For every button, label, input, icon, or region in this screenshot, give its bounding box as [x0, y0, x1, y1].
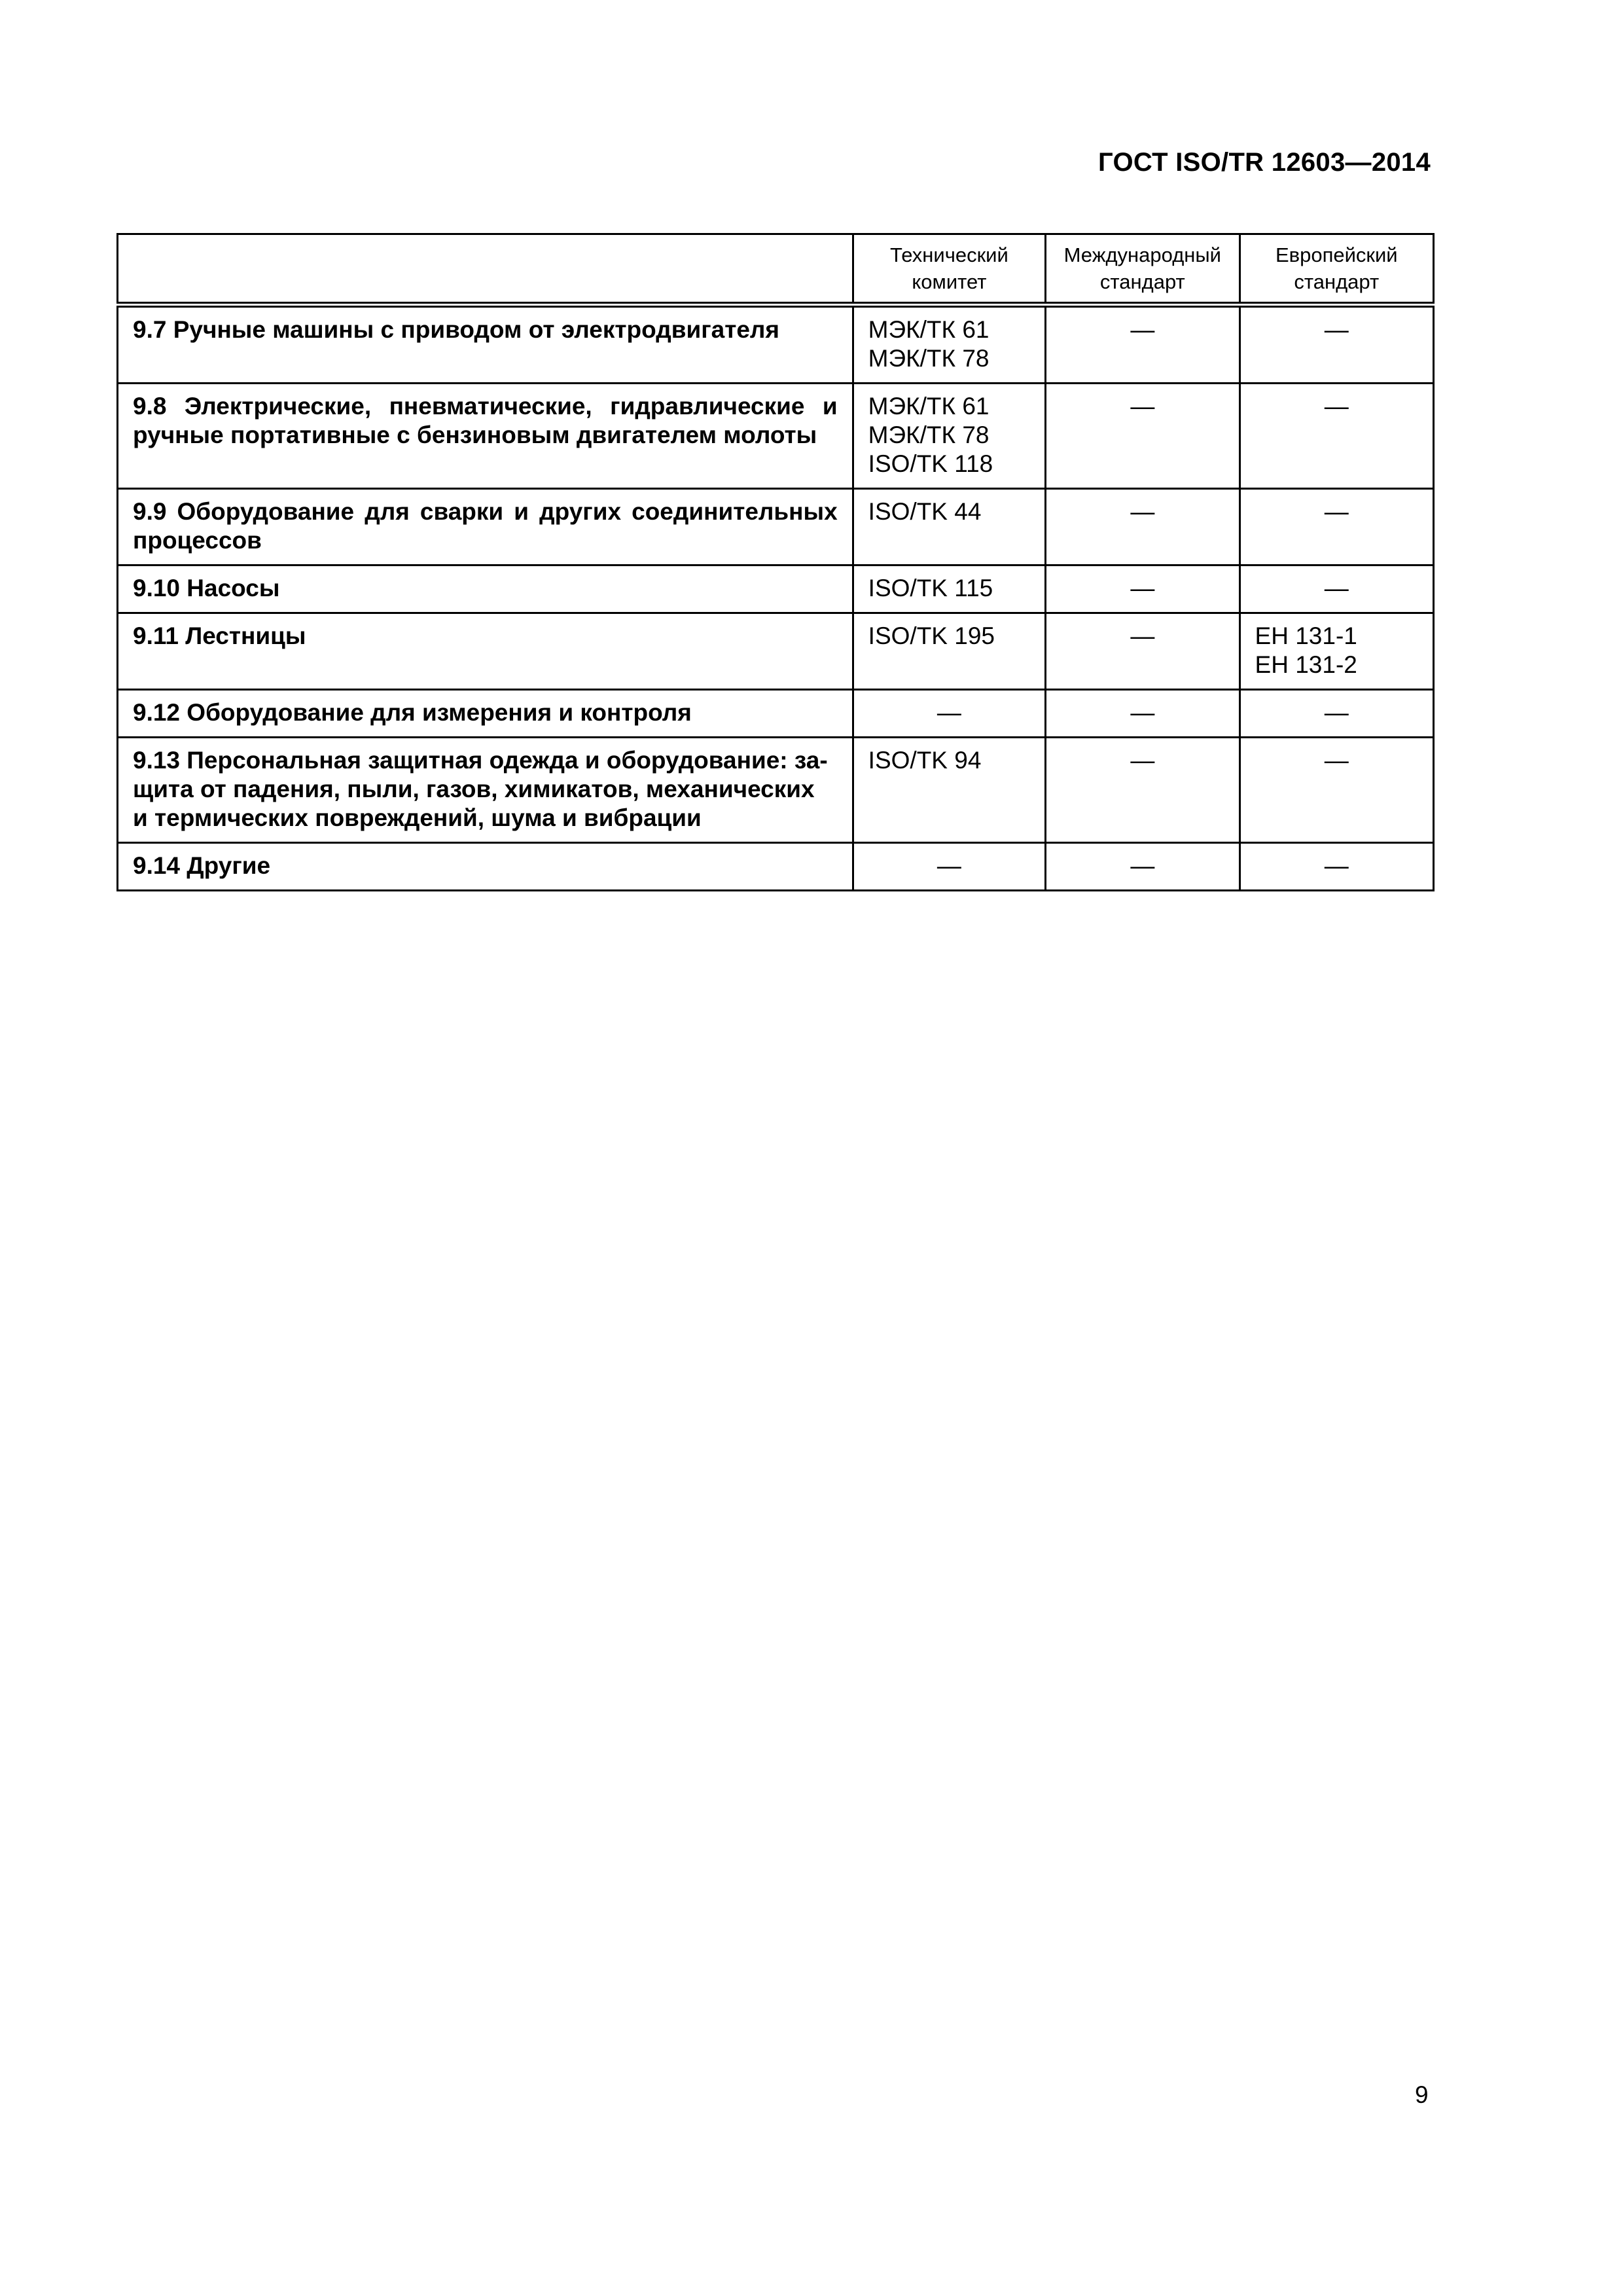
subject-cell: [118, 305, 853, 384]
table-row: [118, 384, 1434, 489]
european-standard-cell: [1240, 843, 1433, 891]
european-standard-text: —: [1324, 393, 1349, 420]
european-standard-cell: [1240, 613, 1433, 690]
european-standard-text: —: [1324, 852, 1349, 879]
table-header-row: [118, 234, 1434, 305]
committee-text: МЭК/ТК 78: [868, 422, 990, 448]
committee-text: ISO/TK 94: [868, 747, 982, 774]
committee-cell: [853, 384, 1045, 489]
committee-text: МЭК/ТК 61: [868, 316, 990, 343]
committee-text: МЭК/ТК 78: [868, 345, 990, 372]
international-standard-cell: [1046, 565, 1240, 613]
committee-text: ISO/TK 44: [868, 498, 982, 525]
international-standard-text: —: [1130, 316, 1155, 343]
european-standard-cell: [1240, 489, 1433, 565]
european-standard-cell: [1240, 565, 1433, 613]
table-row: [118, 305, 1434, 384]
table-row: [118, 565, 1434, 613]
committee-cell: [853, 305, 1045, 384]
subject-cell: [118, 843, 853, 891]
international-standard-cell: [1046, 690, 1240, 738]
international-standard-text: —: [1130, 393, 1155, 420]
subject-text: 9.10 Насосы: [133, 575, 280, 601]
subject-text: 9.7 Ручные машины с приводом от электродвигателя: [133, 316, 779, 343]
header-subject: [118, 234, 853, 305]
subject-text: щита от падения, пыли, газов, химикатов, механических: [133, 776, 815, 802]
international-standard-cell: [1046, 384, 1240, 489]
subject-text: 9.8 Электрические, пневматические, гидравлические и ручные портативные с бензиновым двигателем молоты: [133, 393, 838, 448]
european-standard-cell: [1240, 305, 1433, 384]
header-text: стандарт: [1099, 270, 1185, 293]
european-standard-text: —: [1324, 699, 1349, 726]
committee-cell: [853, 613, 1045, 690]
header-international-standard: [1046, 234, 1240, 305]
subject-cell: [118, 690, 853, 738]
subject-text: 9.9 Оборудование для сварки и других соединительных процессов: [133, 498, 838, 554]
international-standard-text: —: [1130, 699, 1155, 726]
international-standard-cell: [1046, 613, 1240, 690]
header-text: комитет: [912, 270, 987, 293]
header-text: стандарт: [1294, 270, 1380, 293]
header-text: Европейский: [1275, 243, 1398, 266]
subject-text: 9.13 Персональная защитная одежда и оборудование: за-: [133, 747, 828, 774]
page-number: 9: [1415, 2081, 1429, 2108]
subject-text: 9.11 Лестницы: [133, 622, 306, 649]
european-standard-cell: [1240, 690, 1433, 738]
table-body: [118, 305, 1434, 891]
european-standard-cell: [1240, 384, 1433, 489]
committee-cell: [853, 489, 1045, 565]
international-standard-cell: [1046, 305, 1240, 384]
subject-text: и термических повреждений, шума и вибрации: [133, 804, 702, 831]
table-row: [118, 613, 1434, 690]
european-standard-text: EH 131-2: [1255, 651, 1357, 678]
european-standard-text: —: [1324, 498, 1349, 525]
european-standard-text: —: [1324, 575, 1349, 601]
header-text: Международный: [1063, 243, 1221, 266]
committee-text: ISO/TK 115: [868, 575, 993, 601]
international-standard-cell: [1046, 738, 1240, 843]
subject-text: 9.14 Другие: [133, 852, 271, 879]
table-row: [118, 738, 1434, 843]
european-standard-cell: [1240, 738, 1433, 843]
committee-text: ISO/TK 195: [868, 622, 995, 649]
table-row: [118, 489, 1434, 565]
international-standard-text: —: [1130, 747, 1155, 774]
subject-cell: [118, 565, 853, 613]
committee-text: —: [936, 852, 961, 879]
committee-text: —: [936, 699, 961, 726]
international-standard-text: —: [1130, 575, 1155, 601]
european-standard-text: —: [1324, 747, 1349, 774]
european-standard-text: —: [1324, 316, 1349, 343]
committee-text: ISO/TK 118: [868, 450, 993, 477]
international-standard-cell: [1046, 489, 1240, 565]
subject-cell: [118, 489, 853, 565]
international-standard-text: —: [1130, 498, 1155, 525]
standards-table: [116, 233, 1435, 891]
subject-text: 9.12 Оборудование для измерения и контроля: [133, 699, 692, 726]
international-standard-text: —: [1130, 852, 1155, 879]
header-technical-committee: [853, 234, 1045, 305]
committee-cell: [853, 843, 1045, 891]
committee-cell: [853, 690, 1045, 738]
header-text: Технический: [890, 243, 1008, 266]
table-row: [118, 690, 1434, 738]
table-row: [118, 843, 1434, 891]
committee-text: МЭК/ТК 61: [868, 393, 990, 420]
subject-cell: [118, 384, 853, 489]
committee-cell: [853, 738, 1045, 843]
subject-cell: [118, 613, 853, 690]
european-standard-text: EH 131-1: [1255, 622, 1357, 649]
header-european-standard: [1240, 234, 1433, 305]
international-standard-text: —: [1130, 622, 1155, 649]
subject-cell: [118, 738, 853, 843]
document-code: ГОСТ ISO/TR 12603—2014: [1098, 148, 1431, 177]
international-standard-cell: [1046, 843, 1240, 891]
committee-cell: [853, 565, 1045, 613]
